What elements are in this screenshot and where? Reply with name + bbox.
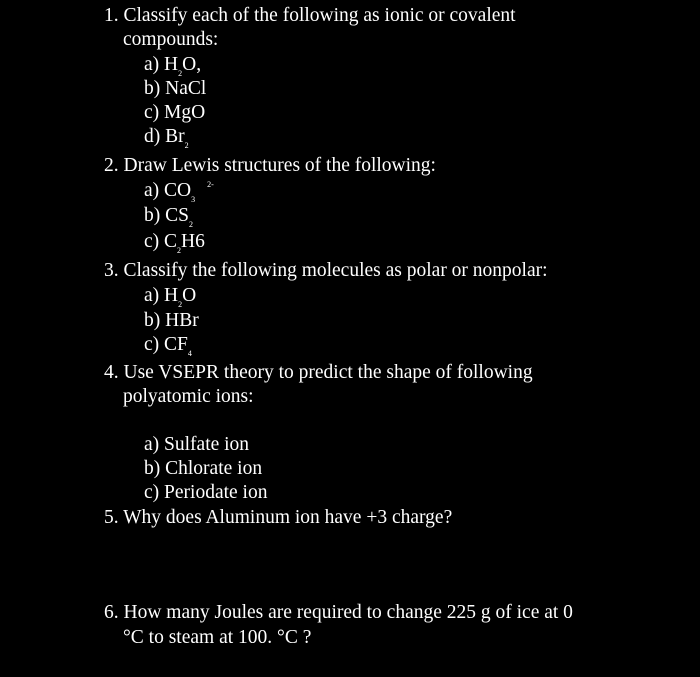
item-label: c) (144, 482, 160, 503)
q2-text: Draw Lewis structures of the following: (123, 155, 436, 176)
item-label: b) (144, 458, 161, 479)
item-label: d) (144, 126, 161, 147)
q4-text-1: Use VSEPR theory to predict the shape of following (123, 362, 533, 383)
item-text: Sulfate ion (164, 434, 250, 455)
formula-subscript: 2 (178, 69, 183, 78)
q5-text: Why does Aluminum ion have +3 charge? (123, 507, 453, 528)
q5-line (104, 506, 452, 530)
q1-item-a (144, 53, 201, 80)
formula-subscript: 2 (184, 141, 189, 150)
item-text: Chlorate ion (165, 458, 263, 479)
formula-subscript: 3 (191, 195, 196, 204)
q4-item-b (144, 457, 262, 481)
formula-part: O (182, 285, 197, 306)
q4-text-2: polyatomic ions: (123, 386, 254, 407)
q6-line-2 (123, 626, 311, 650)
formula-superscript: 2- (207, 180, 214, 189)
q3-text: Classify the following molecules as polar or nonpolar: (123, 260, 548, 281)
q5-number: 5. (104, 507, 119, 528)
q4-item-c (144, 481, 267, 505)
q4-item-a (144, 433, 249, 457)
formula-part: NaCl (165, 78, 207, 99)
q6-number: 6. (104, 602, 119, 623)
q1-text-2: compounds: (123, 29, 219, 50)
q6-text-1: How many Joules are required to change 225 g of ice at 0 (123, 602, 573, 623)
formula-part: H (164, 54, 179, 75)
item-text: Periodate ion (164, 482, 268, 503)
q3-item-a (144, 284, 196, 311)
formula-part: MgO (164, 102, 206, 123)
formula-part: HBr (165, 310, 199, 331)
formula-part: CF (164, 334, 188, 355)
item-label: a) (144, 180, 160, 201)
q4-number: 4. (104, 362, 119, 383)
q4-line-1 (104, 361, 533, 385)
item-label: a) (144, 285, 160, 306)
formula-subscript: 4 (187, 349, 192, 358)
q1-item-d (144, 125, 189, 152)
q3-item-b (144, 309, 199, 333)
formula-subscript: 2 (188, 220, 193, 229)
formula-part: O, (182, 54, 202, 75)
formula-part: Br (165, 126, 185, 147)
q3-line (104, 259, 548, 283)
item-label: b) (144, 78, 161, 99)
formula-part: H (164, 285, 179, 306)
q2-item-c (144, 230, 205, 257)
q1-item-c (144, 101, 205, 125)
item-label: a) (144, 434, 160, 455)
formula-subscript: 2 (178, 300, 183, 309)
q4-line-2 (123, 385, 254, 409)
q2-line (104, 154, 436, 178)
formula-part: C (164, 231, 178, 252)
item-label: a) (144, 54, 160, 75)
q2-item-b (144, 204, 193, 231)
q6-text-2: °C to steam at 100. °C ? (123, 627, 312, 648)
q1-line-2 (123, 28, 218, 52)
formula-part: H6 (181, 231, 205, 252)
q3-number: 3. (104, 260, 119, 281)
q1-item-b (144, 77, 206, 101)
q2-item-a (144, 179, 214, 206)
q3-item-c (144, 333, 192, 360)
item-label: b) (144, 310, 161, 331)
formula-part: CS (165, 205, 189, 226)
formula-part: CO (164, 180, 192, 201)
q6-line-1 (104, 601, 573, 625)
q1-text-1: Classify each of the following as ionic or covalent (123, 5, 516, 26)
formula-subscript: 2 (177, 246, 182, 255)
item-label: c) (144, 102, 160, 123)
q1-number: 1. (104, 5, 119, 26)
q1-line-1 (104, 4, 516, 28)
q2-number: 2. (104, 155, 119, 176)
item-label: c) (144, 334, 160, 355)
item-label: c) (144, 231, 160, 252)
item-label: b) (144, 205, 161, 226)
